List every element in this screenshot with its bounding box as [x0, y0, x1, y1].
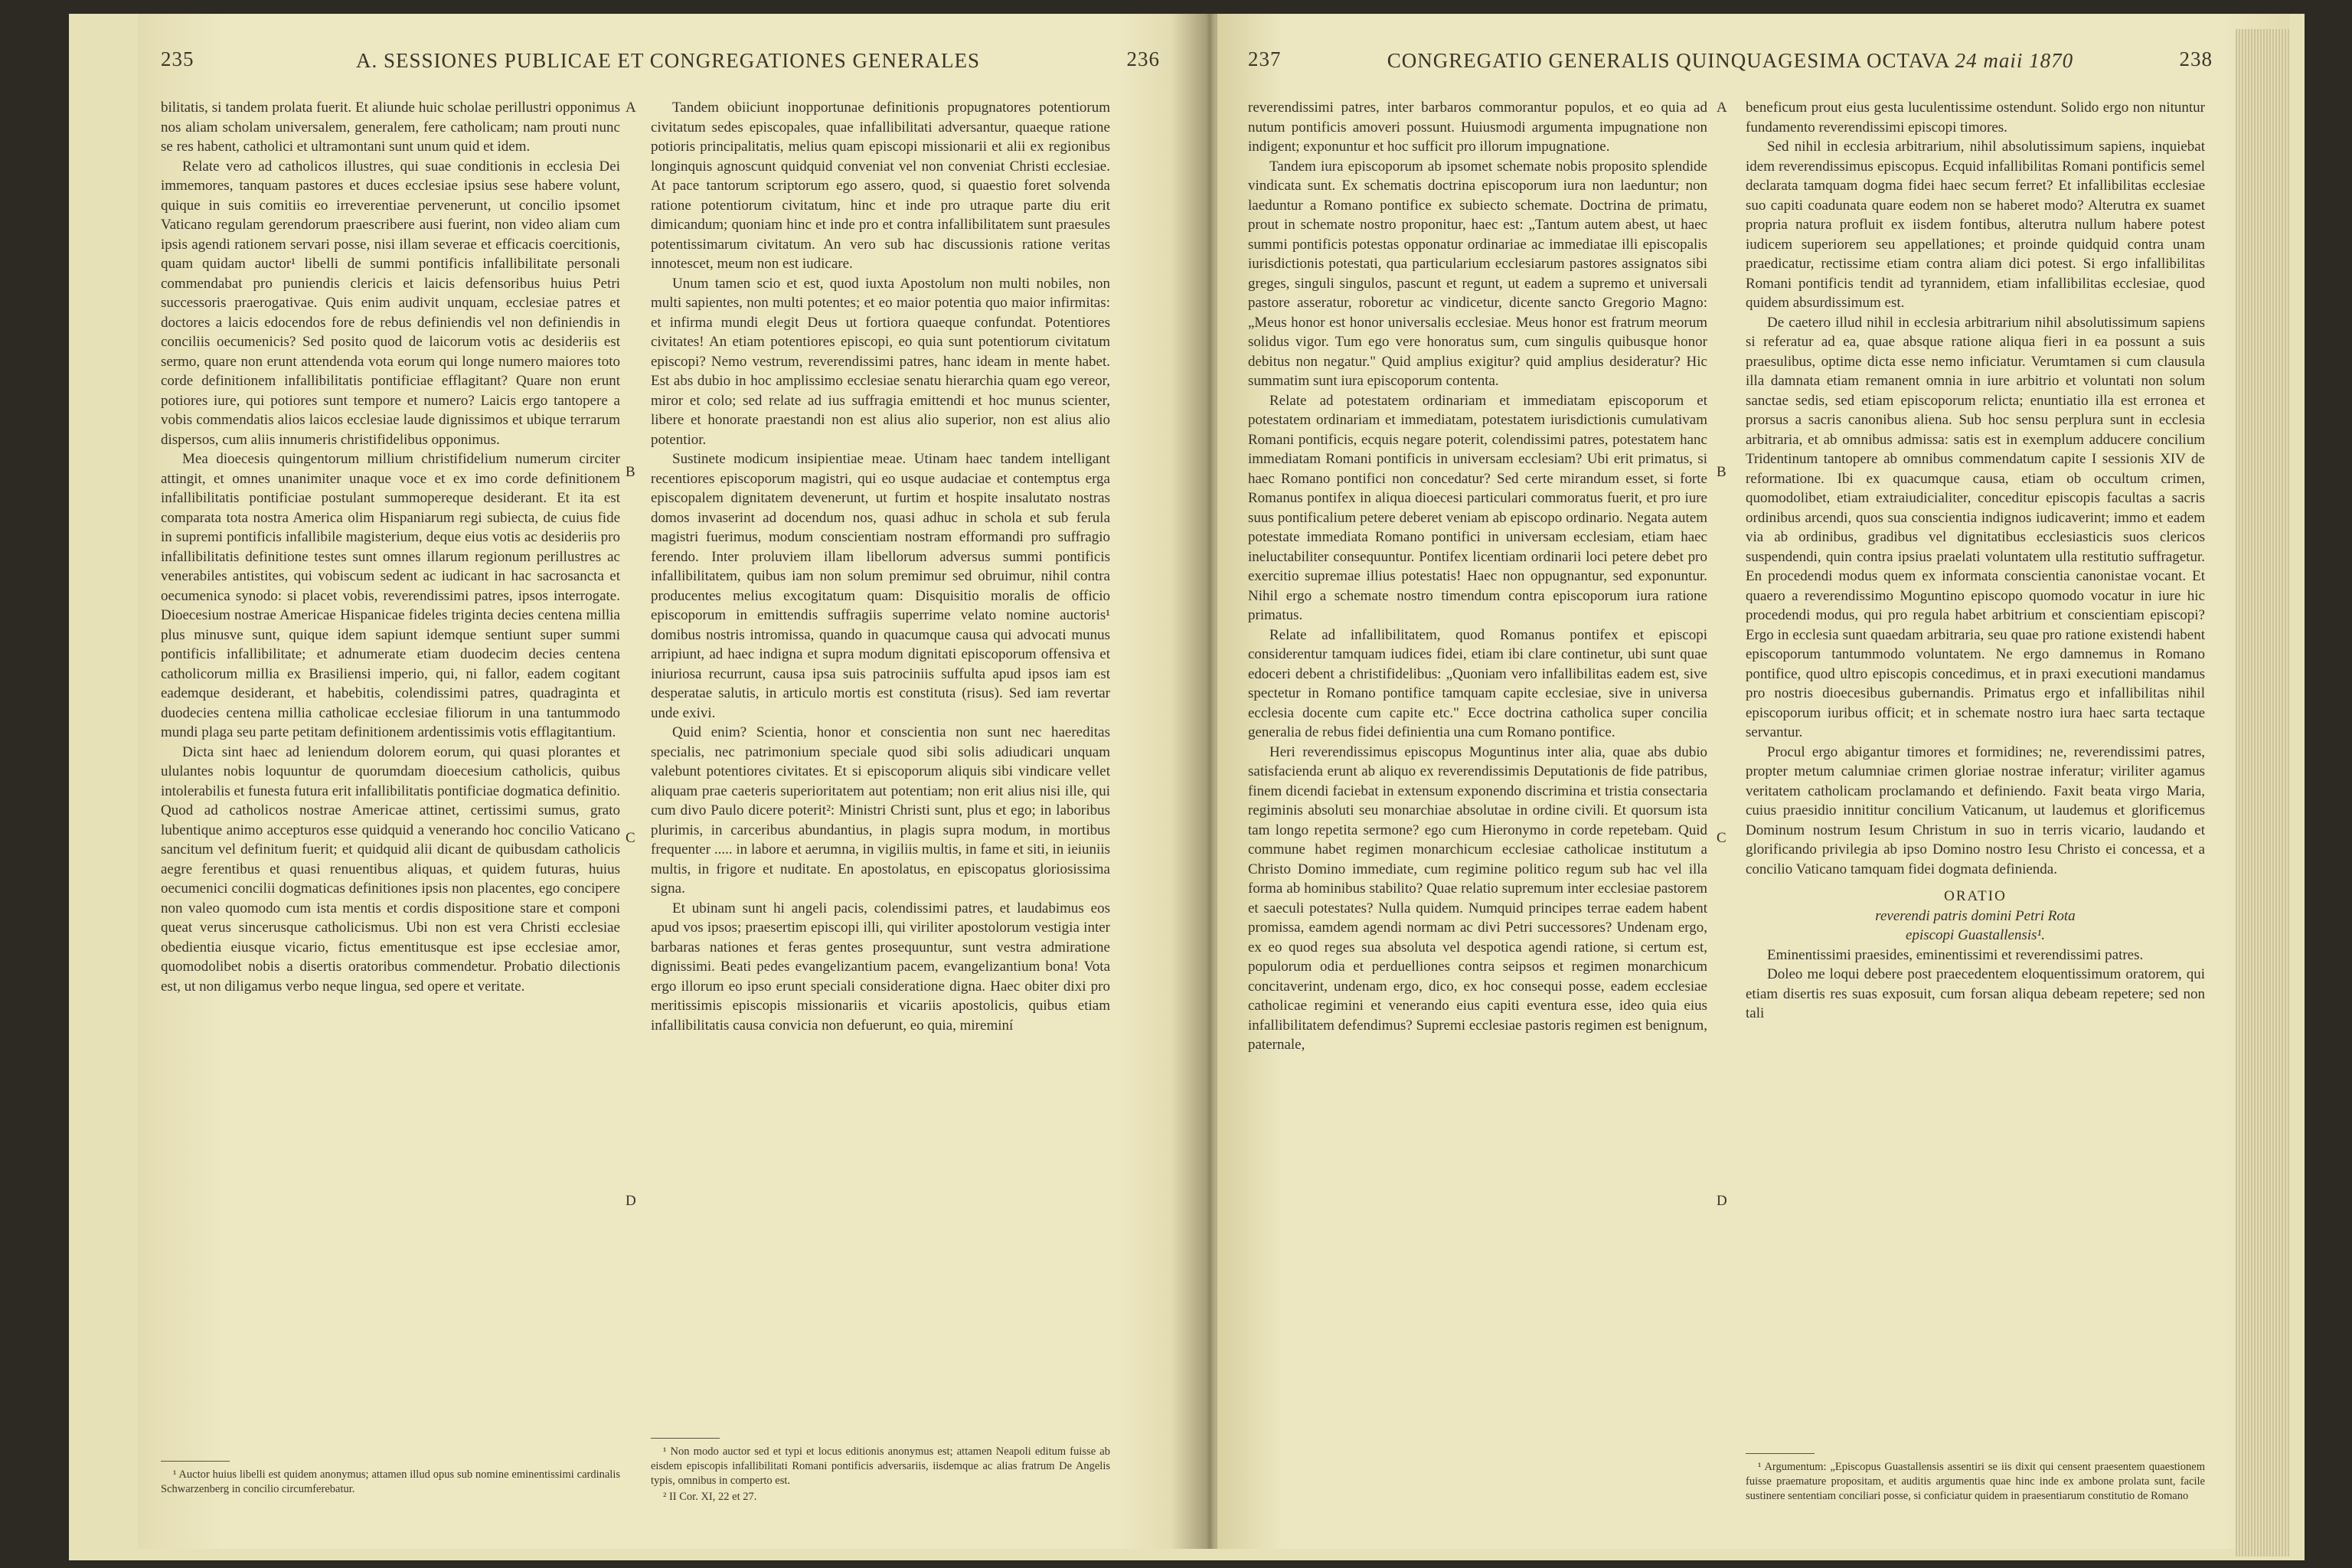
margin-letter: C	[1717, 830, 1726, 846]
paragraph: reverendissimi patres, inter barbaros commorantur populos, et eo quia ad nutum pontificis amoveri possunt. Huiusmodi argumenta impugnatione non indigent; exponuntur et hoc sufficit pro illorum impugnatione.	[1248, 100, 1707, 155]
margin-letter: C	[626, 830, 635, 846]
paragraph: Relate ad potestatem ordinariam et immediatam episcoporum et potestatem ordinariam et immediatam, potestatem iurisdictionis cumulativam Romani pontificis, ecquis negare poterit, colendissimi patres, potestatem hanc immediatam Romani pontificis in universam ecclesiam? Ubi erit primatus, si haec Romano pontifici non concedatur? Sed certe mirandum esset, si forte Romanus pontifex in aliqua dioecesi particulari commoratus fuerit, et pro iure suus pontificalium petere deberet veniam ab episcopo ordinario. Negata autem potestate immediata Romano pontifici in universam ecclesiam, etiam haec ineluctabiliter consequuntur. Pontifex licentiam ordinarii loci petere debet pro exercitio supremae illius potestatis! Haec non oppugnantur, sed exponuntur. Nihil ergo a schemate nostro timendum contra episcoporum iura ratione primatus.	[1248, 392, 1707, 623]
paragraph: Dicta sint haec ad leniendum dolorem eorum, qui quasi plorantes et ululantes nobis loquuntur de quorumdam dioecesium catholicis, quibus intolerabilis et funesta futura erit infallibilitatis pontificiae dogmatica definitio. Quod ad catholicos nostrae Americae attinet, certissimi sumus, grato lubentique animo accepturos esse quidquid a venerando hoc concilio Vaticano sancitum vel definitum fuerit; et quidquid alii dicant de quibusdam catholicis aegre ferentibus et quasi renuentibus aliquas, et quidem futuras, huius oecumenici concilii dogmaticas definitiones ipsis non placentes, ego concipere non valeo quomodo cum ista mentis et cordis dispositione stare et componi queat verus sincerusque catholicismus. Ubi non est vera Christi ecclesiae obedientia eiusque vicario, fictus ementitusque est ipse ecclesiae amor, quomodolibet nobis a disertis oratoribus commendetur. Probatio dilectionis est, ut non diligamus verbo neque lingua, sed opere et veritate.	[161, 743, 620, 995]
paragraph: Quid enim? Scientia, honor et conscientia non sunt nec haereditas specialis, nec patrimonium speciale quod sibi solis adiudicari unquam valebunt potentiores civitates. Et si episcoporum aliquis sibi vindicare vellet aliquam prae caeteris superioritatem aut potentiam; non erit alius nisi ille, qui cum divo Paulo dicere poterit²: Ministri Christi sunt, plus et ego; in laboribus plurimis, in carceribus abundantius, in plagis supra modum, in mortibus frequenter ..... in labore et aerumna, in vigiliis multis, in fame et siti, in ieiuniis multis, in frigore et nuditate. En apostolatus, en episcopatus gloriosissima signa.	[651, 724, 1110, 897]
left-footnote-col1	[161, 1461, 620, 1498]
left-page-number-left: 235	[161, 47, 194, 70]
oration-subtitle: reverendi patris domini Petri Rota	[1875, 907, 2076, 924]
margin-letter: D	[626, 1193, 636, 1209]
right-page-column-1	[1248, 98, 1707, 1055]
footnote-rule	[651, 1438, 720, 1439]
paragraph: Unum tamen scio et est, quod iuxta Apostolum non multi nobiles, non multi sapientes, non multi potentes; et eo maior potentia quo maior infirmitas: et infirma mundi elegit Deus ut fortiora quaeque confundat. Potentiores civitates! An etiam potentiores episcopi, eo quia sunt potentiorum civitatum episcopi? Nemo vestrum, reverendissimi patres, hanc ideam in mente habet. Est abs dubio in hoc amplissimo ecclesiae senatu hierarchia quam ego vereor, miror et colo; sed relate ad ius suffragia emittendi et hoc munus scienter, libere et honorate praestandi non est alius alio superior, non est alius alio potentior.	[651, 275, 1110, 448]
paragraph: Sed nihil in ecclesia arbitrarium, nihil absolutissimum sapiens, inquiebat idem reverendissimus episcopus. Ecquid infallibilitas Romani pontificis semel declarata tamquam dogma fidei haec secum ferret? Et infallibilitas ecclesiae suo capiti coadunata quare eodem non se haberet modo? Alterutra ex suamet propria natura profluit ex iisdem fontibus, alterutra nullum habere potest iudicem superiorem seu appellationes; et proinde quidquid contra unam praedicatur, rectissime etiam contra aliam dici potest. Si ergo infallibilitas Romani pontificis tendit ad tyrannidem, etiam infallibilitas ecclesiae, quod quidem absurdissimum est.	[1746, 139, 2205, 311]
margin-letter: A	[626, 100, 636, 116]
footnote: ¹ Auctor huius libelli est quidem anonymus; attamen illud opus sub nomine eminentissimi cardinalis Schwarzenberg in concilio circumferebatur.	[161, 1468, 620, 1495]
paragraph: Doleo me loqui debere post praecedentem eloquentissimum oratorem, qui etiam disertis res suas exposuit, cum forsan aliqua debeam repetere; sed non tali	[1746, 966, 2205, 1021]
footnote-rule	[1746, 1453, 1815, 1454]
margin-letter: B	[626, 464, 635, 480]
paragraph: bilitatis, si tandem prolata fuerit. Et aliunde huic scholae perillustri opponimus nos aliam scholam universalem, generalem, fere catholicam; nam prouti nunc se res habent, catholici et ultramontani sunt unum quid et idem.	[161, 100, 620, 155]
paragraph: Sustinete modicum insipientiae meae. Utinam haec tandem intelligant recentiores episcoporum magistri, qui eo usque audaciae et contemptus erga episcopalem dignitatem devenerunt, ut furtim et hospite insalutato nostras domos invaserint ad docendum nos, quasi adhuc in schola et sub ferula magistri fuerimus, modum conscientiam nostram efformandi pro suffragio ferendo. Inter proluviem illam libellorum adversus summi pontificis infallibilitatem, quibus iam non solum premimur sed obruimur, nihil contra producentes melius excogitatum quam: Disquisitio moralis de officio episcoporum in emittendis suffragiis superrime velato nomine auctoris¹ domibus nostris intromissa, quando in quacumque causa qui advocati munus arripiunt, ad haec indigna et supra modum dignitati episcoporum offensiva et iniuriosa recurrunt, causa ipsa suis patrociniis suffulta apud ipsos iam est desperatae salutis, in articulo mortis est constituta (risus). Sed iam revertar unde exivi.	[651, 451, 1110, 721]
paragraph: Et ubinam sunt hi angeli pacis, colendissimi patres, et laudabimus eos apud vos ipsos; praesertim episcopi illi, qui viriliter apostolorum vestigia inter barbaras nationes et feras gentes prosequuntur, sunt vestra admiratione dignissimi. Beati pedes evangelizantium pacem, evangelizantium bona! Vota ergo illorum eo ipso erunt speciali consideratione digna. Haec obiter dixi pro meritissimis episcopis missionariis et vicariis apostolicis, quibus etiam infallibilitatis causa convicia non defuerunt, eo quia, mireminí	[651, 900, 1110, 1034]
footnote-rule	[161, 1461, 230, 1462]
paragraph: Procul ergo abigantur timores et formidines; ne, reverendissimi patres, propter metum calumniae crimen gloriae nostrae inferatur; viriliter agamus veritatem catholicam proclamando et definiendo. Faxit beata virgo Maria, cuius praesidio innititur concilium Vaticanum, ut laudemus et glorificemus Dominum nostrum Iesum Christum in suo in terris vicario, laudando et glorificando privilegia ab ipso Domino nostro Iesu Christo ei concessa, et a concilio Vaticano tamquam fidei dogmata definienda.	[1746, 743, 2205, 877]
paragraph: Tandem obiiciunt inopportunae definitionis propugnatores potentiorum civitatum sedes episcopales, quae infallibilitati adversantur, quaeque ratione potioris principalitatis, melius quam episcopi missionarii et alii ex regionibus longinquis agnoscunt quidquid conveniat vel non conveniat Christi ecclesiae. At pace tantorum scriptorum ego assero, quod, si quaestio foret solvenda ratione potentiorum civitatum, hinc et inde pro utraque parte diu erit dimicandum; quoniam hinc et inde pro et contra infallibilitatem sunt praesules potentissimarum civitatum. An vero sub hac discussionis ratione veritas innotescet, meum non est iudicare.	[651, 100, 1110, 272]
paragraph: Relate vero ad catholicos illustres, qui suae conditionis in ecclesia Dei immemores, tanquam pastores et duces ecclesiae ipsius sese habere volunt, quique in suis comitiis eo irreverentiae pervenerunt, ut concilio ipsomet Vaticano regulam gerendorum praescribere ausi fuerint, non video aliam cum ipsis agendi rationem servari posse, nisi illam severae et efficacis coercitionis, quam quidam auctor¹ libelli de summi pontificis infallibilitate personali commendabat pro puniendis clericis et laicis defensoribus huius Petri successoris praerogativae. Quis enim audivit unquam, ecclesiae patres et doctores a laicis edocendos fore de rebus definiendis vel non definiendis in conciliis oecumenicis? Sed posito quod de laicorum votis ac desideriis est sermo, quare non erunt attendenda vota eorum qui longe numero maiores toto corde definitionem infallibilitatis pontificiae efflagitant? Quare non erunt potiores iure, qui potiores sunt tempore et numero? Laicis ergo tantopere a vobis commendatis alios laicos ecclesiae laude dignissimos et ubique terrarum dispersos, cum aliis innumeris christifidelibus opponimus.	[161, 158, 620, 448]
left-page-header	[161, 44, 1175, 75]
right-page-number-right: 238	[2179, 47, 2213, 70]
margin-letter: B	[1717, 464, 1726, 480]
right-page-number-left: 237	[1248, 47, 1282, 70]
oration-subtitle: episcopi Guastallensis¹.	[1906, 927, 2045, 943]
paragraph: De caetero illud nihil in ecclesia arbitrarium nihil absolutissimum sapiens si referatur ad ea, quae absque ratione aliqua fieri in ea possunt a suis praesulibus, optime dicta esse nemo inficiatur. Verumtamen si cum clausula illa damnata etiam remanent omnia in iure arbitrio et voluntati non solum sanctae sedis, sed etiam episcoporum relicta; enuntiatio illa est erronea et prorsus a sacris canonibus aliena. Sub hoc sensu perplura sunt in ecclesia arbitraria, et ab omnibus admissa: satis est in exemplum adducere concilium Tridentinum tantopere ab omnibus commendatum capite I sessionis XIV de reformatione. Ibi ex quacumque causa, etiam ob occultum crimen, quomodolibet, etiam extraiudicialiter, conceditur episcopis facultas a sacris ordinibus arcendi, quos sua conscientia indignos iudicaverint; immo et eadem via ab ordinibus, gradibus vel dignitatibus ecclesiasticis suos clericos suspendendi, quin contra ipsius praelati voluntatem ulla restitutio suffragetur. En procedendi modus quem ex informata conscientia canonistae vocant. Et quaero a reverendissimo Moguntino episcopo quomodo vocatur in iure hic procedendi modus, qui pro regula habet arbitrium et conscientiam episcopi? Ergo in ecclesia sunt quaedam arbitraria, seu quae pro ratione existendi habent episcoporum tantummodo voluntatem. Ne ergo damnemus in Romano pontifice, quod ultro episcopis concedimus, et in praxi executioni mandamus pro nostris dioecesibus gubernandis. Primatus ergo et infallibilitas nihil episcoporum iuribus officit; et in schemate nostro iura haec sarta tectaque servantur.	[1746, 314, 2205, 740]
oration-title: ORATIO	[1944, 888, 2007, 904]
paragraph: beneficum prout eius gesta luculentissime ostendunt. Solido ergo non nituntur fundamento reverendissimi episcopi timores.	[1746, 100, 2205, 136]
paragraph: Relate ad infallibilitatem, quod Romanus pontifex et episcopi considerentur tamquam iudices fidei, etiam ibi clare continetur, ubi sunt quae edoceri debent a christifidelibus: „Quoniam vero infallibilitas eadem est, sive spectetur in Romano pontifice tamquam capite ecclesiae, sive in universa ecclesia docente cum capite etc." Ecce doctrina catholica super concilia generalia de rebus fidei definientia una cum Romano pontifice.	[1248, 626, 1707, 740]
right-footnote-col2	[1746, 1453, 2205, 1505]
paragraph: Mea dioecesis quingentorum millium christifidelium numerum circiter attingit, et omnes unanimiter unaque voce et ex imo corde definitionem infallibilitatis pontificiae postulant summopereque desiderant. Et ita est comparata tota nostra America olim Hispaniarum regi subiecta, de cuius fide in supremi pontificis infallibile magisterium, deque eius votis ac desideriis pro infallibilitatis definitione testes sunt omnes illarum regionum perillustres ac venerabiles antistites, qui vobiscum sedent ac iudicant in hac sacrosancta et oecumenica synodo: si placet vobis, reverendissimi patres, ipsos interrogate. Dioecesium nostrae Americae Hispanicae fideles triginta decies centena millia plus minusve sunt, quique idem sapiunt idemque sentiunt super summi pontificis infallibilitate; et adnumerate etiam duodecim decies centena catholicorum millia ex Brasiliensi imperio, qui, ni fallor, eadem cogitant eademque desiderant, et habebitis, colendissimi patres, quadraginta et duodecies centena millia catholicae ecclesiae filiorum in una tantummodo mundi plaga seu parte petitam definitionem ardentissimis votis efflagitantium.	[161, 451, 620, 740]
margin-letter: A	[1717, 100, 1727, 116]
paragraph: Eminentissimi praesides, eminentissimi et reverendissimi patres.	[1767, 946, 2144, 963]
left-page-column-1	[161, 98, 620, 996]
open-book	[69, 14, 2305, 1560]
margin-letter: D	[1717, 1193, 1727, 1209]
right-page-header	[1248, 44, 2213, 75]
right-page-column-2	[1746, 98, 2205, 1024]
right-running-title-date: 24 maii 1870	[1955, 49, 2074, 72]
right-running-title	[1248, 49, 2213, 73]
right-running-title-text: CONGREGATIO GENERALIS QUINQUAGESIMA OCTAVA	[1387, 49, 1949, 72]
paragraph: Heri reverendissimus episcopus Moguntinus inter alia, quae abs dubio satisfacienda erunt ab aliquo ex reverendissimis Deputationis de fide patribus, finem dicendi faciebat in extensum exponendo discrimina et tristia consectaria regiminis absoluti seu monarchiae absolutae in ordine civili. Et quorsum ista tam longo repetita sermone? ego cum Hieronymo in corde repetebam. Quid commune habet regimen monarchicum ecclesiae catholicae institutum a Christo Domino immediate, cum regimine politico regum sub hac vel illa forma ab hominibus stabilito? Quae relatio supremum inter ecclesiae pastorem et saeculi potestates? Nulla quidem. Numquid principes terrae eadem habent promissa, eamdem agendi normam ac divi Petri successores? Undenam ergo, ex eo quod reges sua absoluta vel despotica agendi ratione, si certum est, populorum odia et perduelliones contra seipsos et regimen monarchicum concitaverint, undenam ergo, dico, ex hoc consequi posse, eadem ecclesiae catholicae regimini et venerando eius capiti eventura esse, ideo quia eius infallibilitatem defendimus? Supremi ecclesiae pastoris regimen est benignum, paternale,	[1248, 743, 1707, 1053]
left-running-title: A. SESSIONES PUBLICAE ET CONGREGATIONES GENERALES	[355, 49, 981, 72]
footnote: ¹ Non modo auctor sed et typi et locus editionis anonymus est; attamen Neapoli editum fuisse ab eisdem episcopis infallibilitati Romani pontificis adversariis, iisdemque ac alias fratrum De Angelis typis, omnibus in comperto est.	[651, 1446, 1110, 1487]
right-page	[1217, 14, 2289, 1549]
paragraph: Tandem iura episcoporum ab ipsomet schemate nobis proposito splendide vindicata sunt. Ex schematis doctrina episcoporum iura non laeduntur; non laeduntur a Romano pontifice ex subiecto schemate. Doctrina de primatu, prout in schemate nostro proponitur, haec est: „Tantum autem abest, ut haec summi pontificis potestas opponatur ordinariae ac immediatae illi episcopalis iurisdictionis potestati, qua particularium ecclesiarum pastores assignatos sibi greges, singuli singulos, pascunt et regunt, ut eadem a supremo et universali pastore asseratur, roboretur ac vindicetur, dicente sancto Gregorio Magno: „Meus honor est honor universalis ecclesiae. Meus honor est fratrum meorum solidus vigor. Tum ego vere honoratus sum, cum singulis quibusque honor debitus non negatur." Quid amplius exigitur? quid amplius desideratur? Hic summatim sunt iura episcoporum contenta.	[1248, 158, 1707, 389]
footnote: ² II Cor. XI, 22 et 27.	[663, 1491, 757, 1503]
left-page-column-2	[651, 98, 1110, 1035]
footnote: ¹ Argumentum: „Episcopus Guastallensis assentiri se iis dixit qui censent praesentem quaestionem fuisse praemature propositam, et auditis argumentis quae hinc inde ex ambone prolata sunt, facile sustinere sententiam conciliari posse, si conficiatur quidem in praesentiarum constitutio de Romano	[1746, 1461, 2205, 1502]
left-page	[138, 14, 1206, 1549]
page-edges	[2236, 29, 2289, 1557]
left-footnote-col2	[651, 1438, 1110, 1506]
left-page-number-right: 236	[1126, 47, 1160, 70]
